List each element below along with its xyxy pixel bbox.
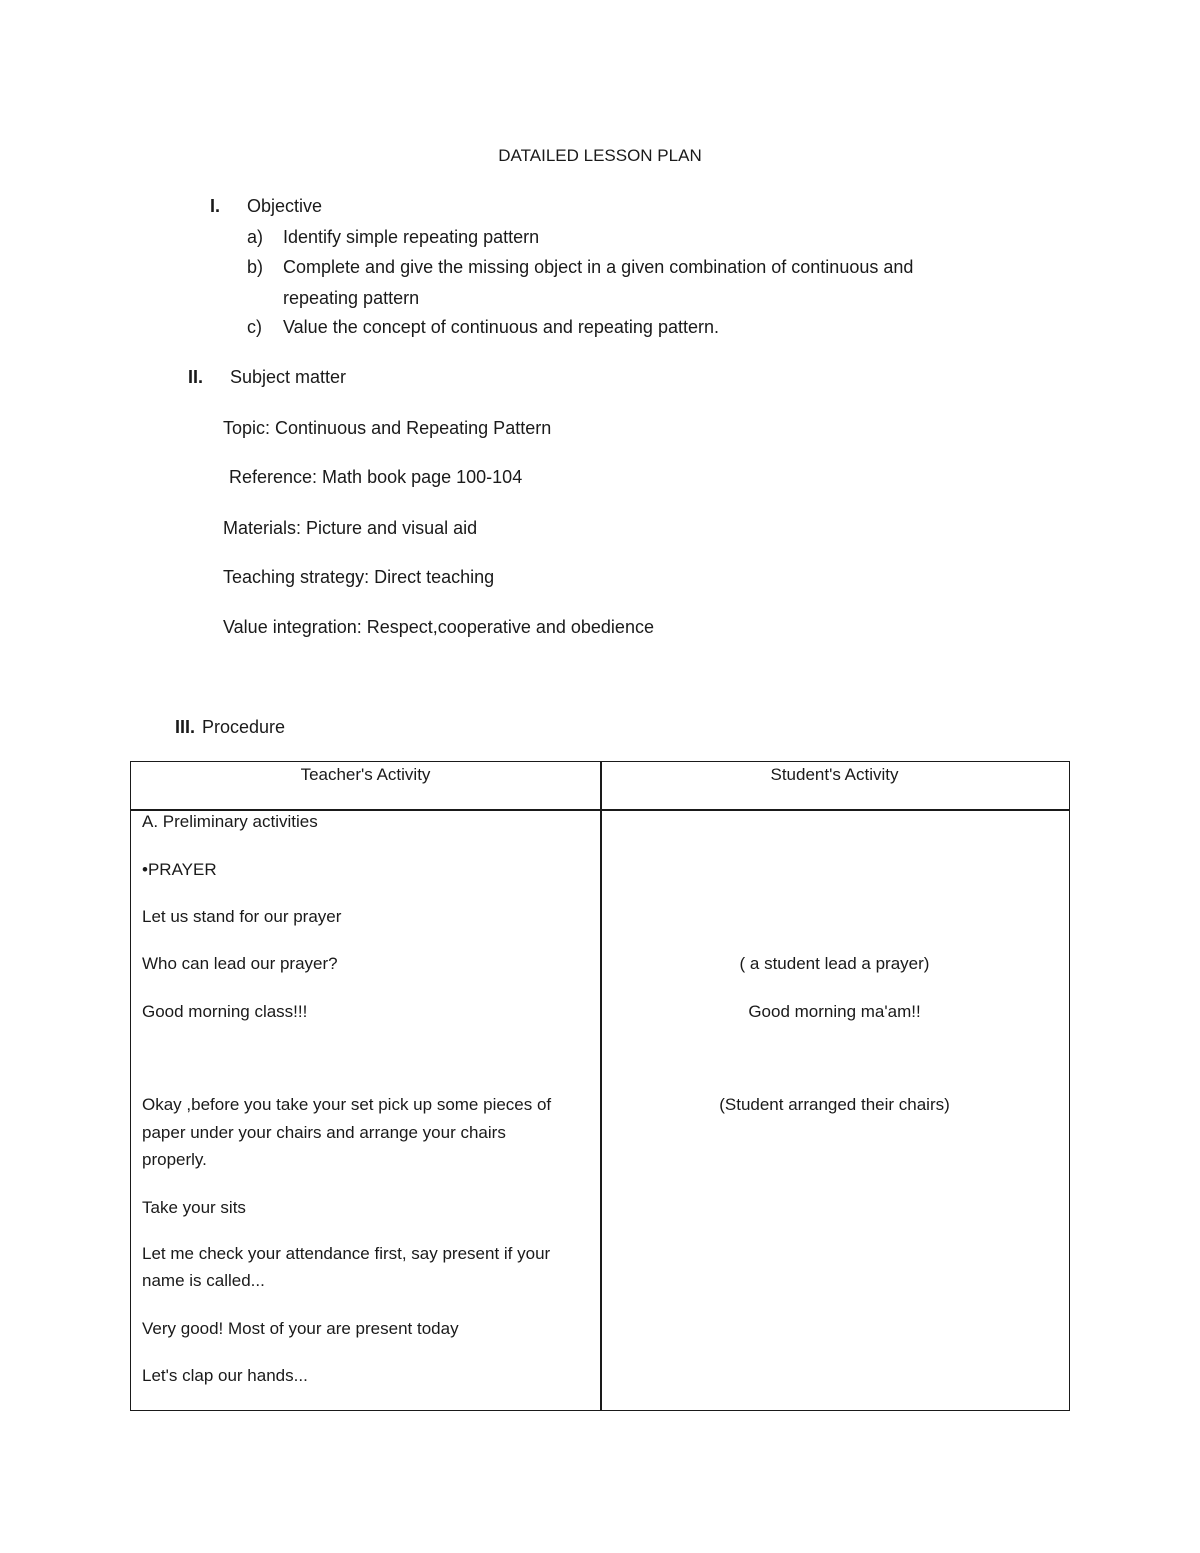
objective-item-a: Identify simple repeating pattern [283, 227, 540, 247]
objective-item-b-line1: Complete and give the missing object in a given combination of continuous and [283, 257, 914, 277]
teacher-arrange-line2: paper under your chairs and arrange your chairs [142, 1123, 506, 1142]
student-greeting-line: Good morning ma'am!! [748, 1002, 921, 1021]
teacher-attendance-line2: name is called... [142, 1271, 265, 1290]
teacher-clap-line: Let's clap our hands... [142, 1366, 308, 1385]
student-arrange-line: (Student arranged their chairs) [719, 1095, 950, 1114]
teacher-arrange-line1: Okay ,before you take your set pick up some pieces of [142, 1095, 552, 1114]
procedure-numeral: III. [175, 717, 196, 737]
objective-item-c: Value the concept of continuous and repeating pattern. [283, 317, 719, 337]
teacher-arrange-line3: properly. [142, 1150, 207, 1169]
subject-numeral: II. [188, 367, 204, 387]
teacher-very-good-line: Very good! Most of your are present today [142, 1319, 459, 1338]
procedure-heading: Procedure [202, 717, 286, 737]
header-teacher-activity: Teacher's Activity [300, 765, 431, 784]
subject-strategy: Teaching strategy: Direct teaching [223, 567, 495, 587]
teacher-prayer-bullet: •PRAYER [142, 860, 217, 879]
objective-item-b-line2: repeating pattern [283, 288, 420, 308]
subject-materials: Materials: Picture and visual aid [223, 518, 478, 538]
subject-topic: Topic: Continuous and Repeating Pattern [223, 418, 552, 438]
objective-marker-b: b) [247, 257, 264, 277]
teacher-lead-line: Who can lead our prayer? [142, 954, 338, 973]
objective-marker-a: a) [247, 227, 264, 247]
teacher-section-heading: A. Preliminary activities [142, 812, 318, 831]
procedure-table [130, 761, 1070, 1411]
subject-reference: Reference: Math book page 100-104 [229, 467, 523, 487]
subject-values: Value integration: Respect,cooperative and obedience [223, 617, 654, 637]
document-title: DATAILED LESSON PLAN [498, 146, 702, 165]
student-lead-line: ( a student lead a prayer) [739, 954, 930, 973]
table-column-divider [600, 762, 602, 1410]
objective-marker-c: c) [247, 317, 262, 337]
teacher-attendance-line1: Let me check your attendance first, say present if your [142, 1244, 551, 1263]
subject-heading: Subject matter [230, 367, 347, 387]
teacher-sits-line: Take your sits [142, 1198, 246, 1217]
header-student-activity: Student's Activity [770, 765, 899, 784]
teacher-greeting-line: Good morning class!!! [142, 1002, 308, 1021]
objective-numeral: I. [210, 196, 221, 216]
objective-heading: Objective [247, 196, 323, 216]
teacher-stand-line: Let us stand for our prayer [142, 907, 342, 926]
